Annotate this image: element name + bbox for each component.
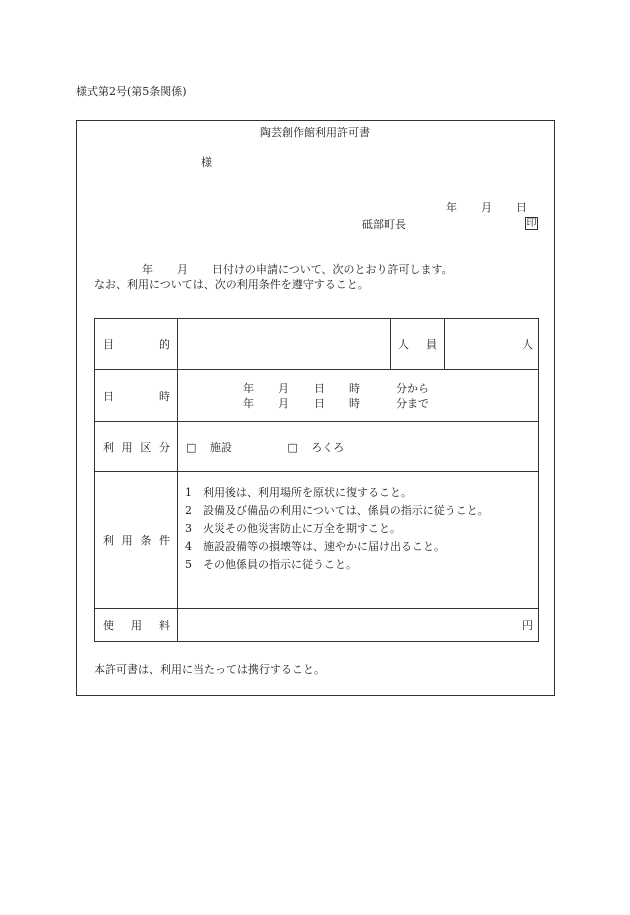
datetime-label-char: 時 bbox=[159, 389, 170, 403]
fee-label-cell bbox=[95, 609, 178, 642]
datetime-label-cell bbox=[95, 370, 178, 422]
fee-value-cell[interactable] bbox=[178, 609, 539, 642]
condition-text: 火災その他災害防止に万全を期すこと。 bbox=[203, 522, 401, 535]
dt-end-month: 月 bbox=[278, 396, 289, 410]
statement-text: 日付けの申請について、次のとおり許可します。 bbox=[212, 263, 453, 276]
fee-label-char: 使 bbox=[103, 619, 114, 632]
conditions-value-cell bbox=[178, 472, 539, 609]
dt-end-hour: 時 bbox=[349, 396, 360, 410]
form-number-label: 様式第2号(第5条関係) bbox=[76, 85, 187, 98]
purpose-label-char: 的 bbox=[159, 338, 170, 351]
conditions-table bbox=[94, 318, 539, 642]
purpose-label-char: 目 bbox=[103, 338, 114, 351]
dt-end-minute: 分まで bbox=[396, 396, 429, 410]
purpose-value-cell[interactable] bbox=[178, 319, 391, 370]
persons-label-cell bbox=[391, 319, 445, 370]
category-value-cell bbox=[178, 422, 539, 472]
persons-label-char: 人 bbox=[398, 338, 409, 351]
dt-end-year: 年 bbox=[243, 396, 254, 410]
document-title: 陶芸創作館利用許可書 bbox=[260, 126, 370, 139]
category-label-char: 区 bbox=[140, 440, 152, 454]
category-label-char: 用 bbox=[121, 440, 133, 454]
condition-number: 5 bbox=[185, 558, 192, 571]
condition-number: 3 bbox=[185, 522, 192, 535]
conditions-row bbox=[95, 472, 539, 609]
condition-item bbox=[185, 484, 538, 502]
persons-value-cell[interactable] bbox=[445, 319, 539, 370]
conditions-label-cell bbox=[95, 472, 178, 609]
wheel-option-label: ろくろ bbox=[311, 440, 345, 454]
datetime-row bbox=[95, 370, 539, 422]
issuer-name: 砥部町長 bbox=[362, 218, 406, 231]
dt-start-year: 年 bbox=[243, 381, 254, 395]
datetime-label-char: 日 bbox=[103, 389, 114, 403]
facility-checkbox[interactable]: □ bbox=[186, 440, 197, 454]
condition-number: 4 bbox=[185, 540, 192, 553]
fee-label-char: 料 bbox=[159, 619, 170, 632]
dt-start-hour: 時 bbox=[349, 381, 360, 395]
conditions-label-char: 件 bbox=[158, 534, 170, 547]
conditions-label-char: 利 bbox=[103, 534, 114, 547]
dt-end-day: 日 bbox=[314, 396, 325, 410]
purpose-row bbox=[95, 319, 539, 370]
date-year: 年 bbox=[446, 201, 457, 214]
wheel-checkbox[interactable]: □ bbox=[287, 440, 298, 454]
datetime-value-cell[interactable] bbox=[178, 370, 539, 422]
condition-item bbox=[185, 520, 538, 538]
conditions-label-char: 用 bbox=[121, 534, 133, 547]
dt-start-minute: 分から bbox=[396, 381, 429, 395]
purpose-label-cell bbox=[95, 319, 178, 370]
category-label-cell bbox=[95, 422, 178, 472]
footer-note: 本許可書は、利用に当たっては携行すること。 bbox=[94, 663, 325, 676]
facility-option-label: 施設 bbox=[209, 440, 232, 454]
condition-number: 2 bbox=[185, 504, 192, 517]
category-label-char: 利 bbox=[103, 440, 114, 454]
datetime-start-line bbox=[243, 381, 538, 396]
statement-month: 月 bbox=[177, 263, 188, 276]
condition-text: 設備及び備品の利用については、係員の指示に従うこと。 bbox=[203, 504, 489, 517]
condition-item bbox=[185, 538, 538, 556]
condition-text: その他係員の指示に従うこと。 bbox=[203, 558, 357, 571]
category-row bbox=[95, 422, 539, 472]
condition-number: 1 bbox=[185, 486, 192, 499]
statement-note: なお、利用については、次の利用条件を遵守すること。 bbox=[94, 278, 369, 291]
conditions-list bbox=[178, 484, 538, 574]
conditions-label-char: 条 bbox=[140, 534, 152, 547]
persons-label-char: 員 bbox=[426, 338, 437, 351]
seal-mark: 印 bbox=[526, 218, 537, 229]
persons-unit: 人 bbox=[522, 338, 533, 351]
statement-year: 年 bbox=[142, 263, 153, 276]
fee-row bbox=[95, 609, 539, 642]
dt-start-month: 月 bbox=[278, 381, 289, 395]
dt-start-day: 日 bbox=[314, 381, 325, 395]
addressee-suffix: 様 bbox=[201, 156, 212, 169]
category-label-char: 分 bbox=[158, 440, 170, 454]
condition-item bbox=[185, 556, 538, 574]
condition-text: 利用後は、利用場所を原状に復すること。 bbox=[203, 486, 412, 499]
condition-text: 施設設備等の損壊等は、速やかに届け出ること。 bbox=[203, 540, 445, 553]
condition-item bbox=[185, 502, 538, 520]
date-month: 月 bbox=[481, 201, 492, 214]
datetime-end-line bbox=[243, 396, 538, 411]
fee-label-char: 用 bbox=[131, 619, 142, 632]
date-day: 日 bbox=[516, 201, 527, 214]
fee-unit: 円 bbox=[522, 619, 533, 632]
